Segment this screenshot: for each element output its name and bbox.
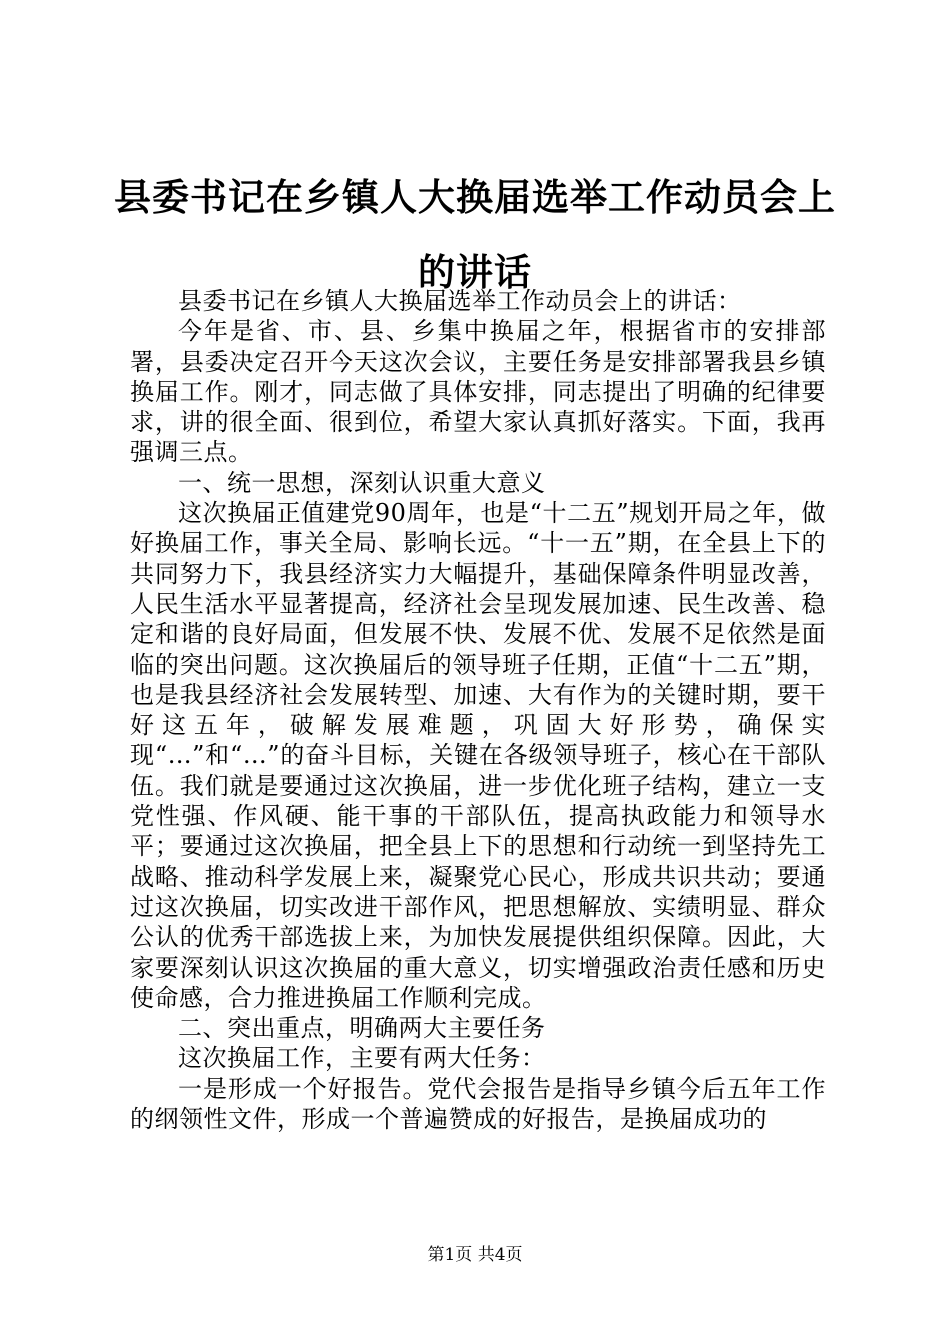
paragraph-task-1: 一是形成一个好报告。党代会报告是指导乡镇今后五年工作的纲领性文件，形成一个普遍赞成的好报告，是换届成功的 <box>130 1074 826 1134</box>
paragraph-intro: 县委书记在乡镇人大换届选举工作动员会上的讲话： <box>178 287 742 315</box>
section-heading-2: 二、突出重点，明确两大主要任务 <box>178 1014 546 1043</box>
paragraph-section-2-intro: 这次换届工作，主要有两大任务： <box>178 1044 546 1073</box>
paragraph-section-1: 这次换届正值建党90周年，也是“十二五”规划开局之年，做好换届工作，事关全局、影响长远。“十一五”期，在全县上下的共同努力下，我县经济实力大幅提升，基础保障条件明显改善，人民生活水平显著提高，经济社会呈现发展加速、民生改善、稳定和谐的良好局面，但发展不快、发展不优、发展不足依然是面临的突出问题。这次换届后的领导班子任期，正值“十二五”期，也是我县经济社会发展转型、加速、大有作为的关键时期，要干好这五年，破解发展难题，巩固大好形势，确保实现“…”和“…”的奋斗目标，关键在各级领导班子，核心在干部队伍。我们就是要通过这次换届，进一步优化班子结构，建立一支党性强、作风硬、能干事的干部队伍，提高执政能力和领导水平；要通过这次换届，把全县上下的思想和行动统一到坚持先工战略、推动科学发展上来，凝聚党心民心，形成共识共动；要通过这次换届，切实改进干部作风，把思想解放、实绩明显、群众公认的优秀干部选拔上来，为加快发展提供组织保障。因此，大家要深刻认识这次换届的重大意义，切实增强政治责任感和历史使命感，合力推进换届工作顺利完成。 <box>130 499 826 1012</box>
section-heading-1: 一、统一思想，深刻认识重大意义 <box>178 468 546 497</box>
page-number-footer: 第1页 共4页 <box>427 1245 523 1265</box>
document-body <box>130 286 826 1134</box>
document-title: 县委书记在乡镇人大换届选举工作动员会上的讲话 <box>114 175 836 294</box>
paragraph-opening: 今年是省、市、县、乡集中换届之年，根据省市的安排部署，县委决定召开今天这次会议，主要任务是安排部署我县乡镇换届工作。刚才，同志做了具体安排，同志提出了明确的纪律要求，讲的很全面、很到位，希望大家认真抓好落实。下面，我再强调三点。 <box>130 317 826 467</box>
